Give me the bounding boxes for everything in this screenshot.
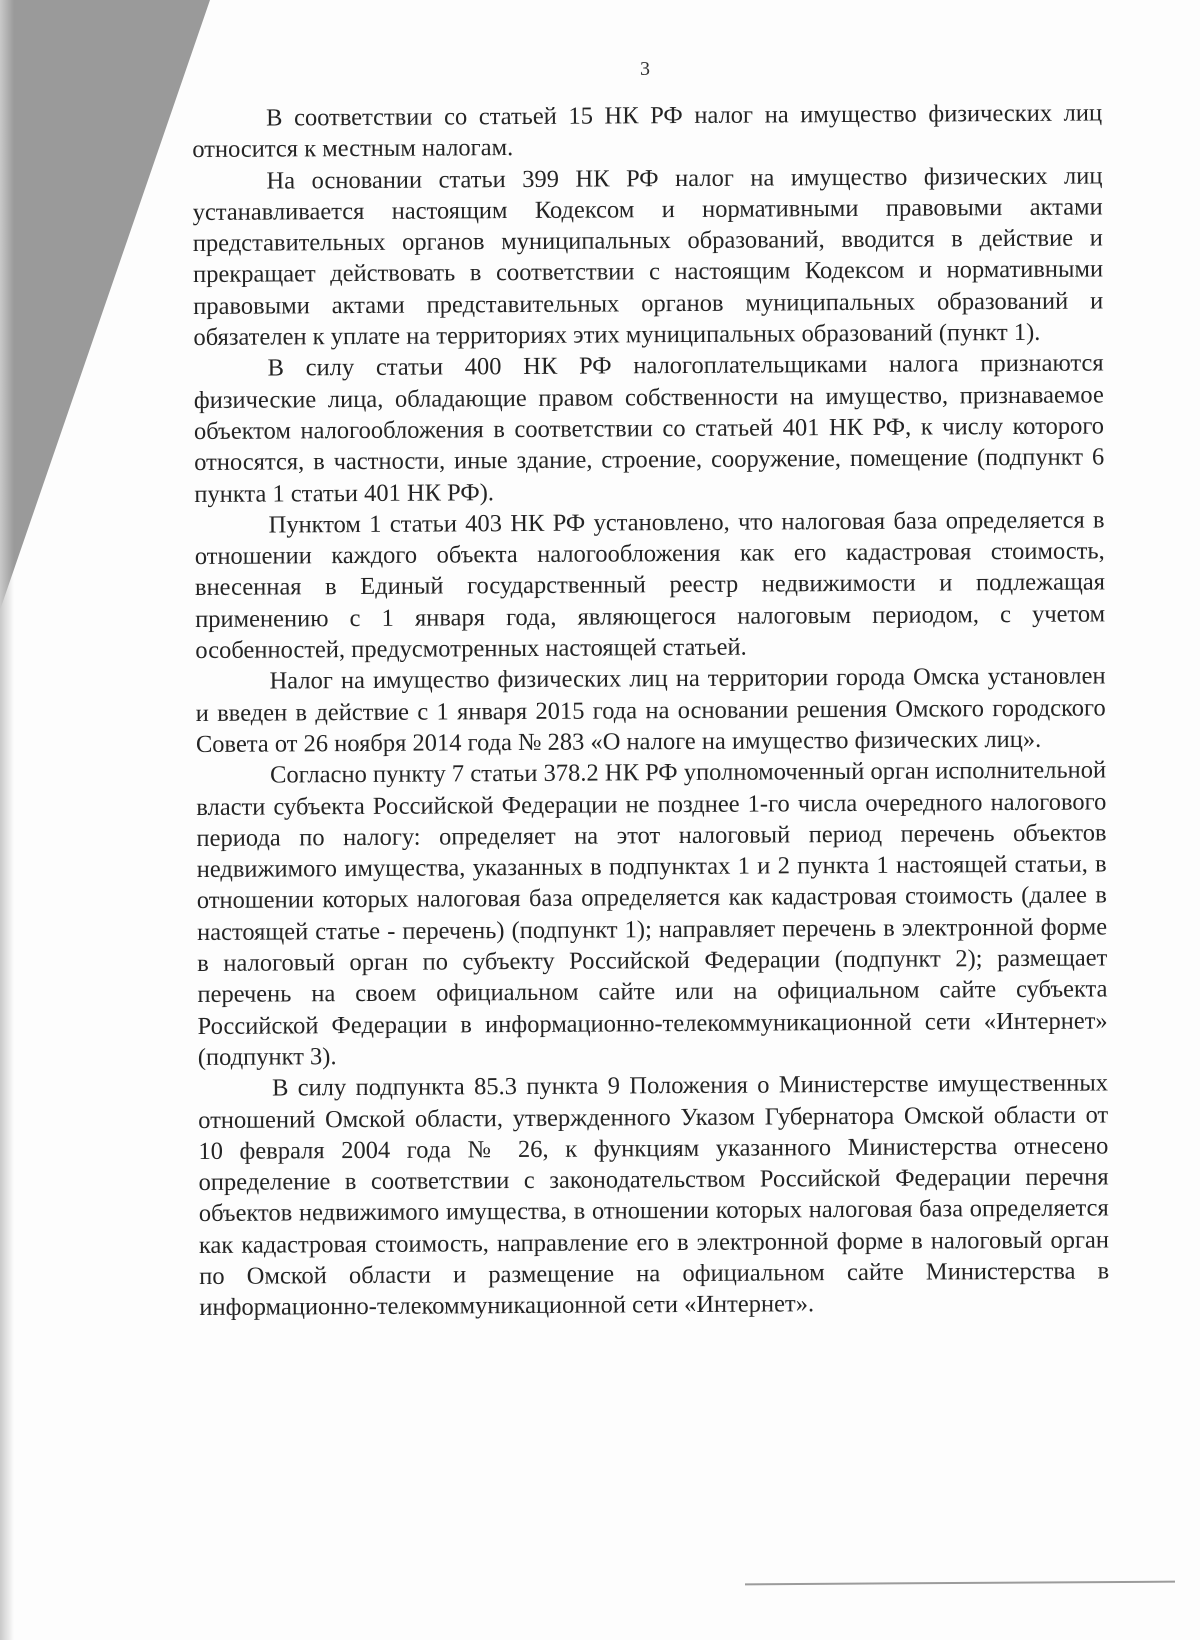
paragraph-article-400: В силу статьи 400 НК РФ налогоплательщиками налога признаются физические лица, обладающие правом собственности на имущество, признаваемое объектом налогообложения в соответствии со статьей 401 НК РФ, к числу которого относятся, в частности, иные здание, строение, сооружение, помещение (подпункт 6 пункта 1 статьи 401 НК РФ). (193, 349, 1105, 508)
paragraph-article-378-2: Согласно пункту 7 статьи 378.2 НК РФ уполномоченный орган исполнительной власти субъекта Российской Федерации не позднее 1-го числа очередного налогового периода по налогу: определяет на этот налоговый период перечень объектов недвижимого имущества, указанных в подпунктах 1 и 2 пункта 1 настоящей статьи, в отношении которых налоговая база определяется как кадастровая стоимость (далее в настоящей статье - перечень) (подпункт 1); направляет перечень в электронной форме в налоговый орган по субъекту Российской Федерации (подпункт 2); размещает перечень на своем официальном сайте или на официальном сайте субъекта Российской Федерации в информационно-телекоммуникационной сети «Интернет» (подпункт 3). (196, 756, 1108, 1071)
paragraph-article-399: На основании статьи 399 НК РФ налог на имущество физических лиц устанавливается настоящим Кодексом и нормативными правовыми актами представительных органов муниципальных образований, вводится в действие и прекращает действовать в соответствии с настоящим Кодексом и нормативными правовыми актами представительных органов муниципальных образований и обязателен к уплате на территориях этих муниципальных образований (пункт 1). (192, 162, 1104, 352)
paragraph-omsk-tax: Налог на имущество физических лиц на территории города Омска установлен и введен в действие с 1 января 2015 года на основании решения Омского городского Совета от 26 ноября 2014 года № 283 «О налоге на имущество физических лиц». (195, 662, 1106, 758)
paragraph-article-403: Пунктом 1 статьи 403 НК РФ установлено, что налоговая база определяется в отношении каждого объекта налогообложения как его кадастровая стоимость, внесенная в Единый государственный реестр недвижимости и подлежащая применению с 1 января года, являющегося налоговым периодом, с учетом особенностей, предусмотренных настоящей статьей. (194, 506, 1106, 665)
folded-corner-shadow (0, 0, 210, 610)
document-body (192, 97, 1109, 1323)
scan-edge-shadow (0, 0, 14, 1640)
page-number: 3 (640, 58, 650, 80)
paragraph-ministry-functions: В силу подпункта 85.3 пункта 9 Положения о Министерстве имущественных отношений Омской области, утвержденного Указом Губернатора Омской области от 10 февраля 2004 года № 26, к функциям указанного Министерства отнесено определение в соответствии с законодательством Российской Федерации перечня объектов недвижимого имущества, в отношении которых налоговая база определяется как кадастровая стоимость, направление его в электронной форме в налоговый орган по Омской области и размещение на официальном сайте Министерства в информационно-телекоммуникационной сети «Интернет». (198, 1069, 1110, 1322)
bottom-divider-line (745, 1581, 1175, 1586)
paragraph-article-15: В соответствии со статьей 15 НК РФ налог на имущество физических лиц относится к местным налогам. (192, 99, 1103, 164)
